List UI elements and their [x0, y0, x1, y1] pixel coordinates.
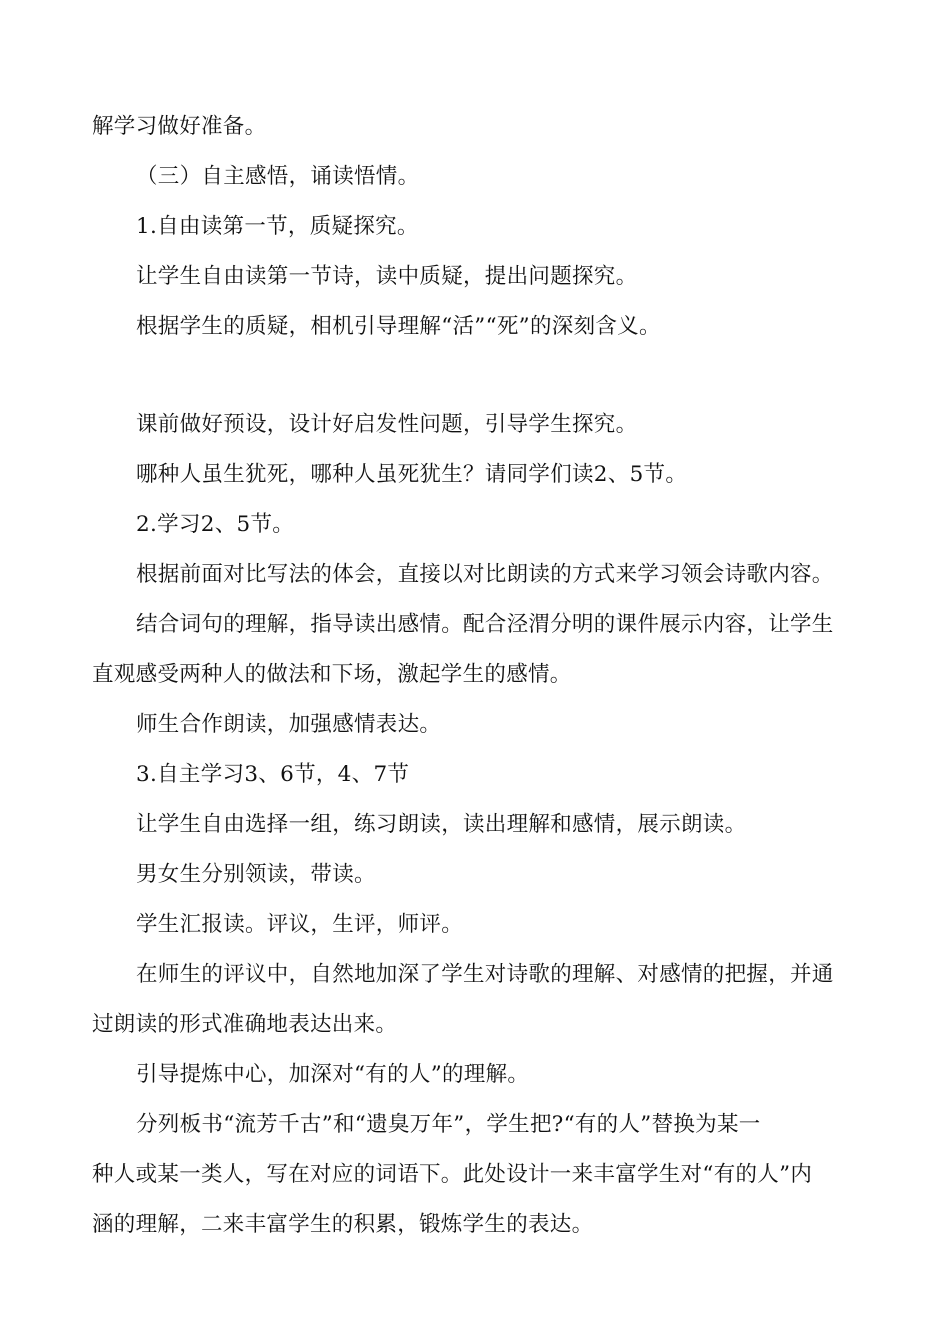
text-line: 师生合作朗读，加强感情表达。 [136, 712, 442, 737]
section-heading: （三）自主感悟，诵读悟情。 [136, 164, 420, 189]
text-line: 根据前面对比写法的体会，直接以对比朗读的方式来学习领会诗歌内容。 [136, 562, 834, 587]
text-line: 让学生自由读第一节诗，读中质疑，提出问题探究。 [136, 264, 638, 289]
step-heading: 3.自主学习3、6节，4、7节 [136, 762, 410, 787]
text-line: 涵的理解，二来丰富学生的积累，锻炼学生的表达。 [92, 1212, 594, 1237]
text-line: 哪种人虽生犹死，哪种人虽死犹生？请同学们读2、5节。 [136, 462, 688, 487]
text-line: 课前做好预设，设计好启发性问题，引导学生探究。 [136, 412, 638, 437]
text-line: 直观感受两种人的做法和下场，激起学生的感情。 [92, 662, 572, 687]
text-line: 解学习做好准备。 [92, 114, 267, 139]
text-line: 过朗读的形式准确地表达出来。 [92, 1012, 398, 1037]
text-line: 引导提炼中心，加深对“有的人”的理解。 [136, 1062, 530, 1087]
text-line: 让学生自由选择一组，练习朗读，读出理解和感情，展示朗读。 [136, 812, 747, 837]
step-heading: 2.学习2、5节。 [136, 512, 295, 537]
text-line: 男女生分别领读，带读。 [136, 862, 376, 887]
text-line: 结合词句的理解，指导读出感情。配合泾渭分明的课件展示内容，让学生 [136, 612, 834, 637]
text-line: 学生汇报读。评议，生评，师评。 [136, 912, 464, 937]
text-line: 根据学生的质疑，相机引导理解“活”“死”的深刻含义。 [136, 314, 661, 339]
step-heading: 1.自由读第一节，质疑探究。 [136, 214, 419, 239]
text-line: 分列板书“流芳千古”和“遗臭万年”，学生把?“有的人”替换为某一 [136, 1112, 761, 1137]
text-line: 种人或某一类人，写在对应的词语下。此处设计一来丰富学生对“有的人”内 [92, 1162, 813, 1187]
text-line: 在师生的评议中，自然地加深了学生对诗歌的理解、对感情的把握，并通 [136, 962, 834, 987]
